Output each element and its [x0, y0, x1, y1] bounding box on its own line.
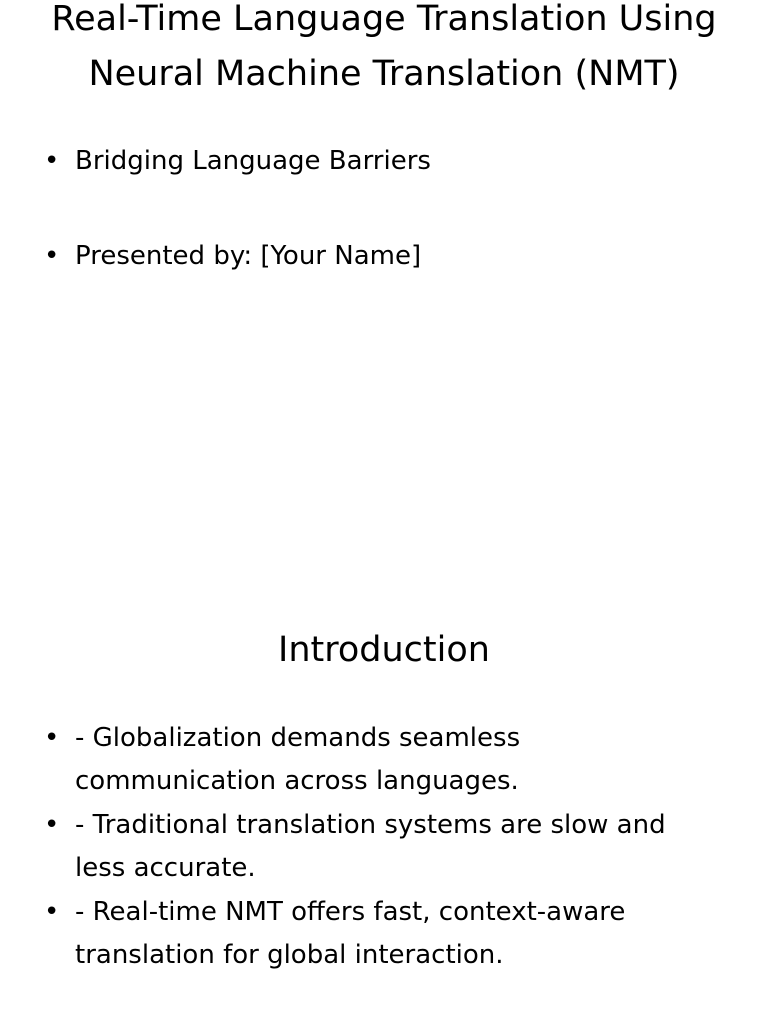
bullet-list [44, 717, 724, 978]
bullet-item [44, 142, 724, 180]
bullet-item [44, 891, 724, 977]
bullet-text: - Real-time NMT offers fast, context-aware translation for global interaction. [75, 897, 626, 970]
bullet-list [44, 142, 724, 332]
bullet-item [44, 717, 724, 803]
bullet-text: Bridging Language Barriers [75, 146, 431, 176]
bullet-dot-icon: • [44, 146, 60, 176]
bullet-item [44, 804, 724, 890]
bullet-dot-icon: • [44, 723, 60, 753]
bullet-dot-icon: • [44, 241, 60, 271]
bullet-dot-icon: • [44, 897, 60, 927]
bullet-text: - Traditional translation systems are slow and less accurate. [75, 810, 666, 883]
slide-2 [0, 576, 768, 1024]
bullet-text: Presented by: [Your Name] [75, 241, 422, 271]
bullet-item [44, 237, 724, 275]
bullet-text: - Globalization demands seamless communication across languages. [75, 723, 521, 796]
slide-title: Real-Time Language Translation Using Neural Machine Translation (NMT) [51, 0, 717, 94]
bullet-dot-icon: • [44, 810, 60, 840]
slide-title: Introduction [278, 630, 490, 670]
